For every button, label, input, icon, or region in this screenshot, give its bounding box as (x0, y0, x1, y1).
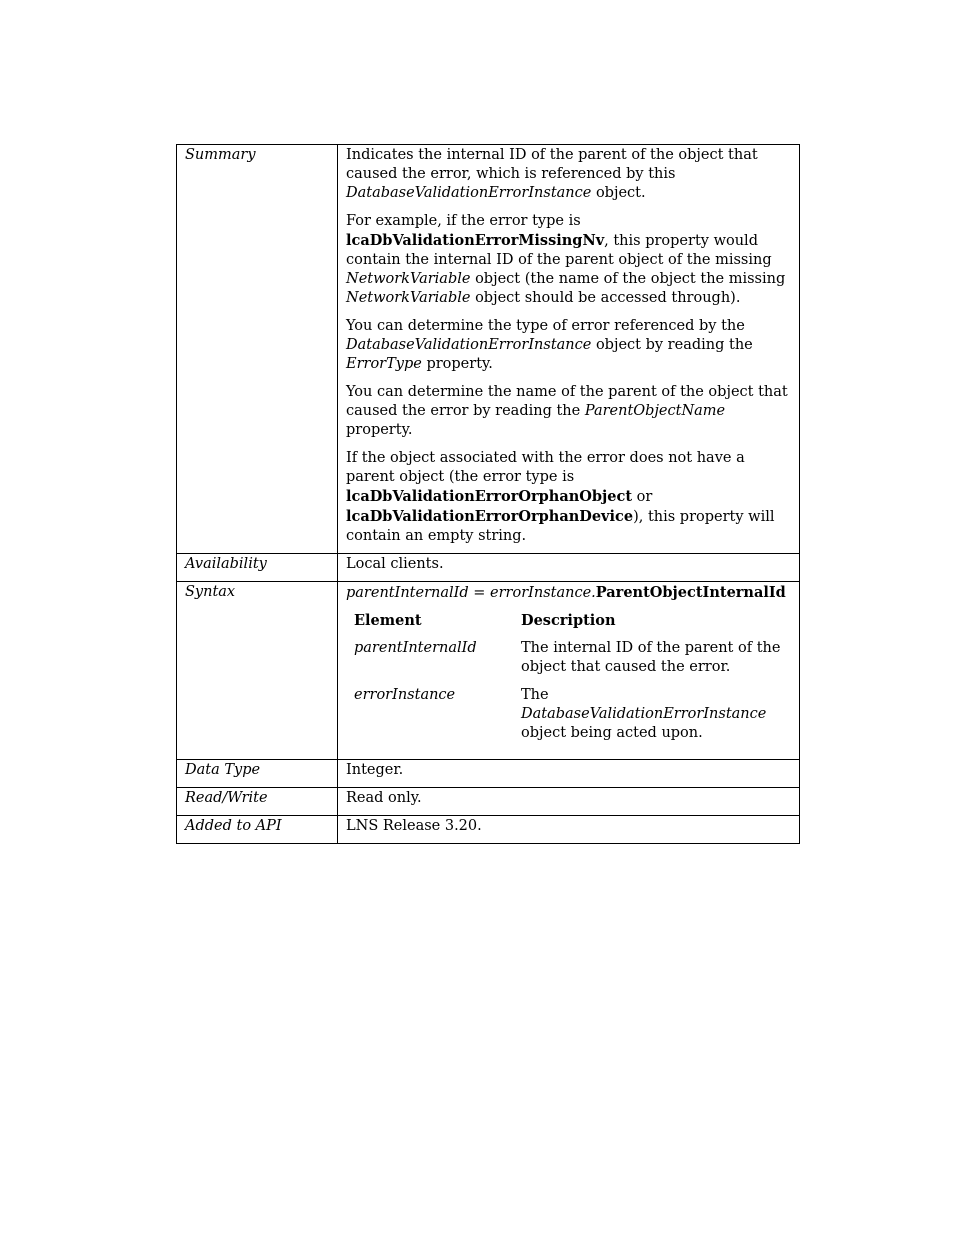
summary-paragraph-3: You can determine the type of error referenced by the DatabaseValidationErrorInstance object by reading the ErrorType property. (346, 318, 753, 372)
summary-paragraph-1: Indicates the internal ID of the parent of the object that caused the error, which is referenced by this DatabaseValidationErrorInstance object. (346, 147, 758, 201)
availability-label: Availability (177, 554, 338, 582)
element-column-header: Element (354, 612, 422, 629)
summary-paragraph-5: If the object associated with the error does not have a parent object (the error type is lcaDbValidationErrorOrphanObject or lcaDbValidationErrorOrphanDevice), this property will contain an empty string. (346, 450, 775, 544)
read-write-label: Read/Write (177, 788, 338, 816)
table-row (346, 686, 791, 752)
added-to-api-label: Added to API (177, 816, 338, 844)
syntax-element-table (346, 611, 791, 752)
element-name: parentInternalId (354, 640, 477, 656)
data-type-row (177, 760, 800, 788)
table-row (346, 639, 791, 686)
syntax-label: Syntax (177, 582, 338, 760)
summary-value (338, 145, 800, 554)
summary-paragraph-2: For example, if the error type is lcaDbValidationErrorMissingNv, this property would contain the internal ID of the parent object of the missing NetworkVariable object (the name of the object the missing NetworkVariable object should be accessed through). (346, 213, 786, 306)
data-type-label: Data Type (177, 760, 338, 788)
element-description: The DatabaseValidationErrorInstance object being acted upon. (521, 687, 767, 741)
description-column-header: Description (521, 612, 616, 629)
added-to-api-row (177, 816, 800, 844)
syntax-header-row (346, 611, 791, 639)
summary-paragraph-4: You can determine the name of the parent of the object that caused the error by reading the ParentObjectName property. (346, 384, 788, 438)
data-type-value: Integer. (338, 760, 800, 788)
syntax-row (177, 582, 800, 760)
syntax-value (338, 582, 800, 760)
availability-value: Local clients. (338, 554, 800, 582)
availability-row (177, 554, 800, 582)
element-description: The internal ID of the parent of the object that caused the error. (521, 640, 781, 675)
read-write-row (177, 788, 800, 816)
read-write-value: Read only. (338, 788, 800, 816)
added-to-api-value: LNS Release 3.20. (338, 816, 800, 844)
syntax-line: parentInternalId = errorInstance.ParentObjectInternalId (346, 584, 786, 601)
summary-row (177, 145, 800, 554)
property-table (176, 144, 800, 844)
element-name: errorInstance (354, 687, 456, 703)
summary-label: Summary (177, 145, 338, 554)
